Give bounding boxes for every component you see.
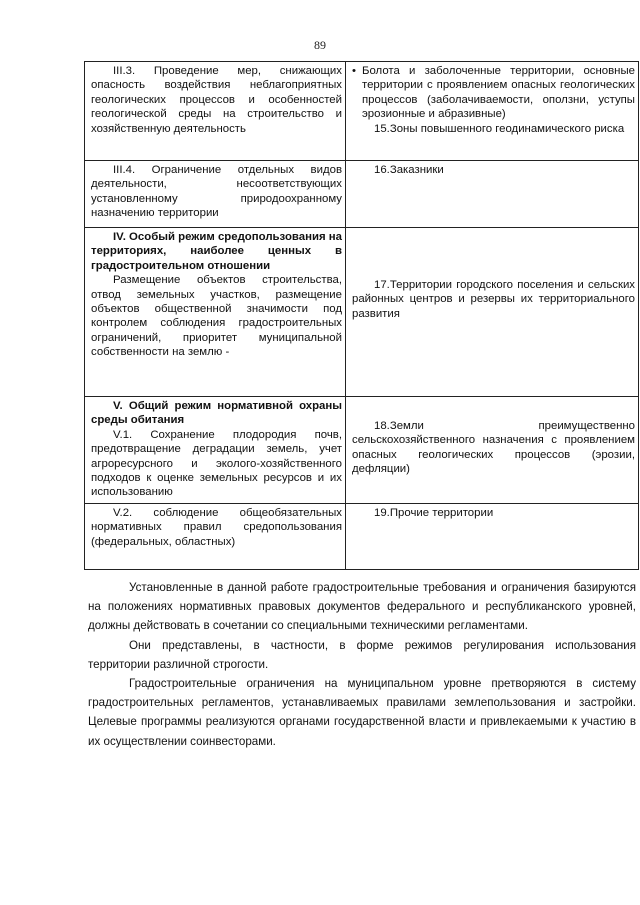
territory-text: 19.Прочие территории — [374, 507, 494, 519]
table-row — [85, 397, 639, 504]
regulation-table — [84, 61, 639, 570]
table-cell-left — [85, 62, 346, 161]
regime-heading: V. Общий режим нормативной охраны среды обитания — [91, 400, 342, 427]
table-cell-left — [85, 228, 346, 397]
territory-text: 18.Земли преимущественно сельскохозяйственного назначения с проявлением опасных геологических процессов (эрозии, дефляции) — [352, 420, 635, 476]
table-row — [85, 161, 639, 228]
paragraph: Градостроительные ограничения на муниципальном уровне претворяются в систему градостроительных регламентов, устанавливаемых правилами землепользования и застройки. Целевые программы реализуются органами государственной власти и привлекаемыми к участию в их осуществлении соинвесторами. — [88, 677, 636, 748]
body-text — [88, 578, 636, 751]
measure-text: Размещение объектов строительства, отвод земельных участков, размещение объектов общественной значимости под контролем соблюдения градостроительных ограничений, приоритет муниципальной собственности на землю - — [91, 274, 342, 359]
measure-text: III.4. Ограничение отдельных видов деятельности, несоответствующих установленному природоохранному назначению территории — [91, 164, 342, 220]
table-row — [85, 228, 639, 397]
page-number: 89 — [314, 38, 326, 52]
bullet-item — [352, 64, 635, 122]
table-row — [85, 504, 639, 570]
paragraph: Установленные в данной работе градостроительные требования и ограничения базируются на положениях нормативных правовых документов федерального и республиканского уровней, должны действовать в сочетании со специальными техническими регламентами. — [88, 581, 636, 633]
table-cell-right — [346, 397, 639, 504]
table-cell-left — [85, 161, 346, 228]
table-cell-right — [346, 62, 639, 161]
table-row — [85, 62, 639, 161]
measure-text: V.1. Сохранение плодородия почв, предотвращение деградации земель, учет агроресурсного и эколого-хозяйственного подходов к оценке земельных ресурсов и их использованию — [91, 428, 342, 499]
measure-text: III.3. Проведение мер, снижающих опасность воздействия неблагоприятных геологических процессов и особенностей геологической среды на строительство и хозяйственную деятельность — [91, 65, 342, 135]
measure-text: V.2. соблюдение общеобязательных нормативных правил средопользования (федеральных, областных) — [91, 507, 342, 548]
regime-heading: IV. Особый режим средопользования на территориях, наиболее ценных в градостроительном отношении — [91, 231, 342, 272]
bullet-text: Болота и заболоченные территории, основные территории с проявлением опасных геологических процессов (заболачиваемости, оползни, уступы эрозионные и абразивные) — [362, 65, 635, 121]
territory-text: 17.Территории городского поселения и сельских районных центров и резервы их территориального развития — [352, 279, 635, 320]
bullet-mark: • — [352, 65, 356, 77]
table-cell-left — [85, 397, 346, 504]
territory-text: 15.Зоны повышенного геодинамического риска — [374, 122, 625, 135]
table-cell-left — [85, 504, 346, 570]
table-cell-right — [346, 161, 639, 228]
table-cell-right — [346, 504, 639, 570]
table-cell-right — [346, 228, 639, 397]
paragraph: Они представлены, в частности, в форме режимов регулирования использования территории различной строгости. — [88, 638, 636, 671]
territory-text: 16.Заказники — [374, 164, 444, 176]
